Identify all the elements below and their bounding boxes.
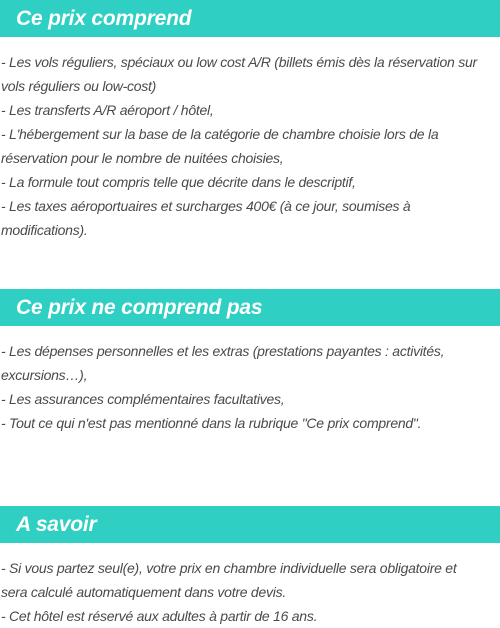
- section-good-to-know: [0, 506, 500, 628]
- text-line: - Les assurances complémentaires facultatives,: [1, 391, 285, 407]
- text-line: - Si vous partez seul(e), votre prix en chambre individuelle sera obligatoire et: [1, 560, 457, 576]
- section-text: [0, 50, 500, 242]
- text-line: - La formule tout compris telle que décrite dans le descriptif,: [1, 174, 356, 190]
- text-line: - L'hébergement sur la base de la catégorie de chambre choisie lors de la: [1, 126, 439, 142]
- section-text: [0, 556, 500, 628]
- section-text: [0, 339, 500, 435]
- section-price-excludes: [0, 289, 500, 435]
- text-line: - Cet hôtel est réservé aux adultes à partir de 16 ans.: [1, 608, 318, 624]
- text-line: - Les taxes aéroportuaires et surcharges 400€ (à ce jour, soumises à: [1, 198, 411, 214]
- text-line: - Les vols réguliers, spéciaux ou low cost A/R (billets émis dès la réservation sur: [1, 54, 477, 70]
- text-line: réservation pour le nombre de nuitées choisies,: [1, 150, 284, 166]
- text-line: excursions…),: [1, 367, 88, 383]
- text-line: sera calculé automatiquement dans votre devis.: [1, 584, 286, 600]
- text-line: vols réguliers ou low-cost): [1, 78, 157, 94]
- section-title: Ce prix comprend: [0, 0, 500, 37]
- text-line: - Les dépenses personnelles et les extras (prestations payantes : activités,: [1, 343, 445, 359]
- text-line: - Les transferts A/R aéroport / hôtel,: [1, 102, 214, 118]
- section-title: Ce prix ne comprend pas: [0, 289, 500, 326]
- text-line: modifications).: [1, 222, 88, 238]
- section-title: A savoir: [0, 506, 500, 543]
- text-line: - Tout ce qui n'est pas mentionné dans la rubrique "Ce prix comprend".: [1, 415, 422, 431]
- section-price-includes: [0, 0, 500, 242]
